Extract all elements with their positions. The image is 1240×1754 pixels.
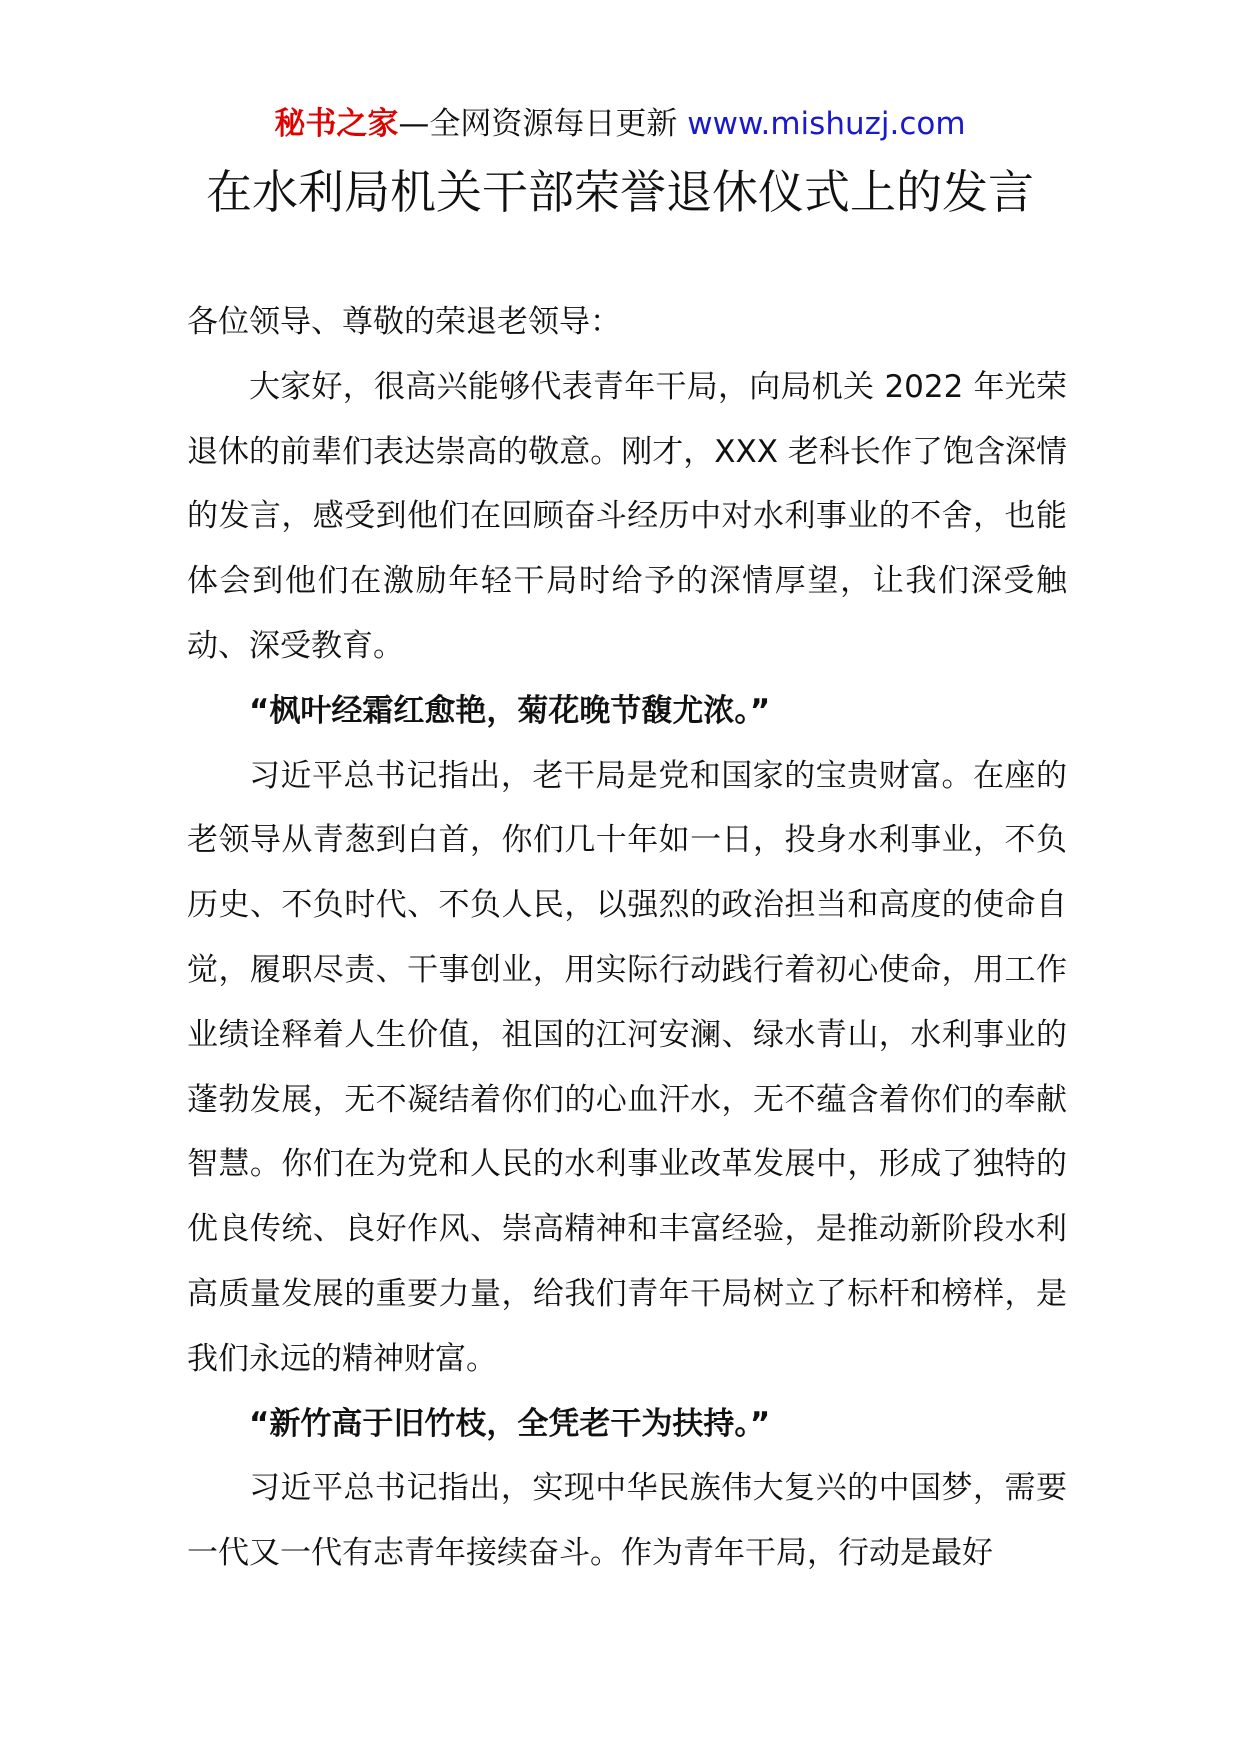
quote-heading-maple: “枫叶经霜红愈艳，菊花晚节馥尤浓。” xyxy=(249,692,771,729)
brand-name: 秘书之家 xyxy=(274,106,399,142)
paragraph-youth-mission: 习近平总书记指出，实现中华民族伟大复兴的中国梦，需要一代又一代有志青年接续奋斗。作为青年干局，行动是最好 xyxy=(187,1470,1067,1572)
document-title: 在水利局机关干部荣誉退休仪式上的发言 xyxy=(206,165,1034,219)
paragraph-veterans-tribute: 习近平总书记指出，老干局是党和国家的宝贵财富。在座的老领导从青葱到白首，你们几十年如一日，投身水利事业，不负历史、不负时代、不负人民，以强烈的政治担当和高度的使命自觉，履职尽责、干事创业，用实际行动践行着初心使命，用工作业绩诠释着人生价值，祖国的江河安澜、绿水青山，水利事业的蓬勃发展，无不凝结着你们的心血汗水，无不蕴含着你们的奉献智慧。你们在为党和人民的水利事业改革发展中，形成了独特的优良传统、良好作风、崇高精神和丰富经验，是推动新阶段水利高质量发展的重要力量，给我们青年干局树立了标杆和榜样，是我们永远的精神财富。 xyxy=(187,757,1067,1377)
paragraph-opening: 大家好，很高兴能够代表青年干局，向局机关 2022 年光荣退休的前辈们表达崇高的敬意。刚才，XXX 老科长作了饱含深情的发言，感受到他们在回顾奋斗经历中对水利事业的不舍，也能体会到他们在激励年轻干局时给予的深情厚望，让我们深受触动、深受教育。 xyxy=(187,368,1067,664)
document-body xyxy=(187,290,1067,1586)
header-tagline: —全网资源每日更新 xyxy=(398,106,688,142)
site-header xyxy=(0,102,1240,146)
salutation: 各位领导、尊敬的荣退老领导： xyxy=(187,304,621,340)
site-url-link[interactable]: www.mishuzj.com xyxy=(687,106,966,142)
quote-heading-bamboo: “新竹高于旧竹枝，全凭老干为扶持。” xyxy=(249,1405,771,1442)
